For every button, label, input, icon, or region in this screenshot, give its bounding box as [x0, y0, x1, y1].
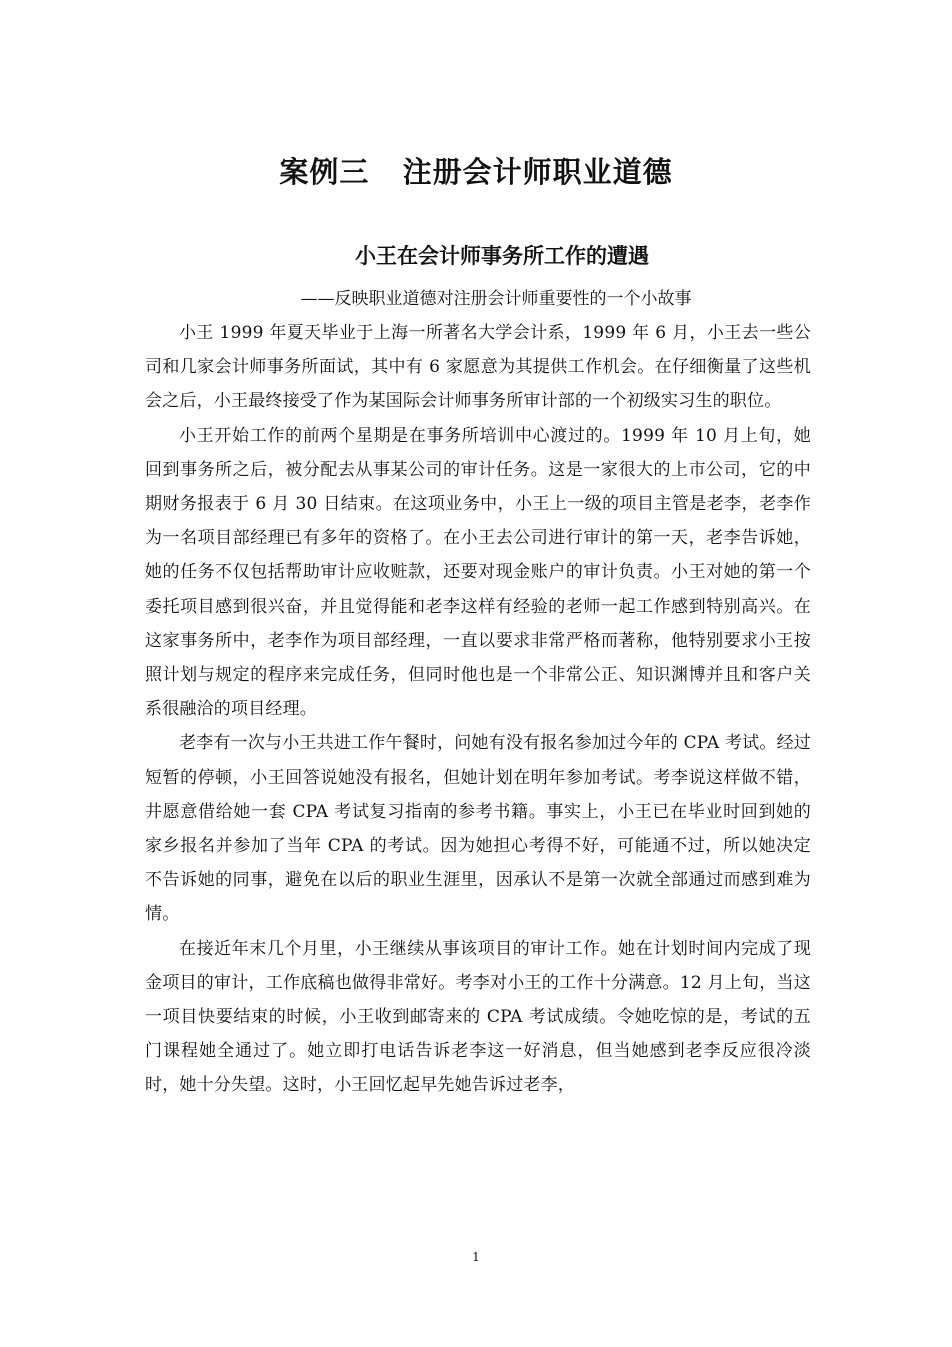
page-title: 案例三 注册会计师职业道德 [279, 155, 673, 189]
page-number: 1 [472, 1250, 480, 1264]
paragraph: 老李有一次与小王共进工作午餐时，问她有没有报名参加过今年的 CPA 考试。经过短暂的停顿，小王回答说她没有报名，但她计划在明年参加考试。考李说这样做不错，井愿意借给她一套 CPA 考试复习指南的参考书籍。事实上，小王已在毕业时回到她的家乡报名并参加了当年 CPA 的考试。因为她担心考得不好，可能通不过，所以她决定不告诉她的同事，避免在以后的职业生涯里，因承认不是第一次就全部通过而感到难为情。 [145, 733, 811, 925]
article-body [145, 316, 811, 1103]
paragraph: 小王开始工作的前两个星期是在事务所培训中心渡过的。1999 年 10 月上旬，她回到事务所之后，被分配去从事某公司的审计任务。这是一家很大的上市公司，它的中期财务报表于 6 月 30 日结束。在这项业务中，小王上一级的项目主管是老李，老李作为一名项目部经理已有多年的资格了。在小王去公司进行审计的第一天，老李告诉她，她的任务不仅包括帮助审计应收赃款，还要对现金账户的审计负责。小王对她的第一个委托项目感到很兴奋，并且觉得能和老李这样有经验的老师一起工作感到特别高兴。在这家事务所中，老李作为项目部经理，一直以要求非常严格而著称，他特别要求小王按照计划与规定的程序来完成任务，但同时他也是一个非常公正、知识渊博并且和客户关系很融洽的项目经理。 [145, 425, 811, 720]
article-tagline: ——反映职业道德对注册会计师重要性的一个小故事 [300, 289, 692, 309]
article-subtitle: 小王在会计师事务所工作的遭遇 [355, 244, 649, 268]
paragraph: 小王 1999 年夏天毕业于上海一所著名大学会计系，1999 年 6 月，小王去一些公司和几家会计师事务所面试，其中有 6 家愿意为其提供工作机会。在仔细衡量了这些机会之后，小王最终接受了作为某国际会计师事务所审计部的一个初级实习生的职位。 [145, 323, 811, 412]
paragraph: 在接近年末几个月里，小王继续从事该项目的审计工作。她在计划时间内完成了现金项目的审计，工作底稿也做得非常好。考李对小王的工作十分满意。12 月上旬，当这一项目快要结束的时候，小王收到邮寄来的 CPA 考试成绩。令她吃惊的是，考试的五门课程她全通过了。她立即打电话告诉老李这一好消息，但当她感到老李反应很冷淡时，她十分失望。这时，小王回忆起早先她告诉过老李， [145, 938, 811, 1096]
